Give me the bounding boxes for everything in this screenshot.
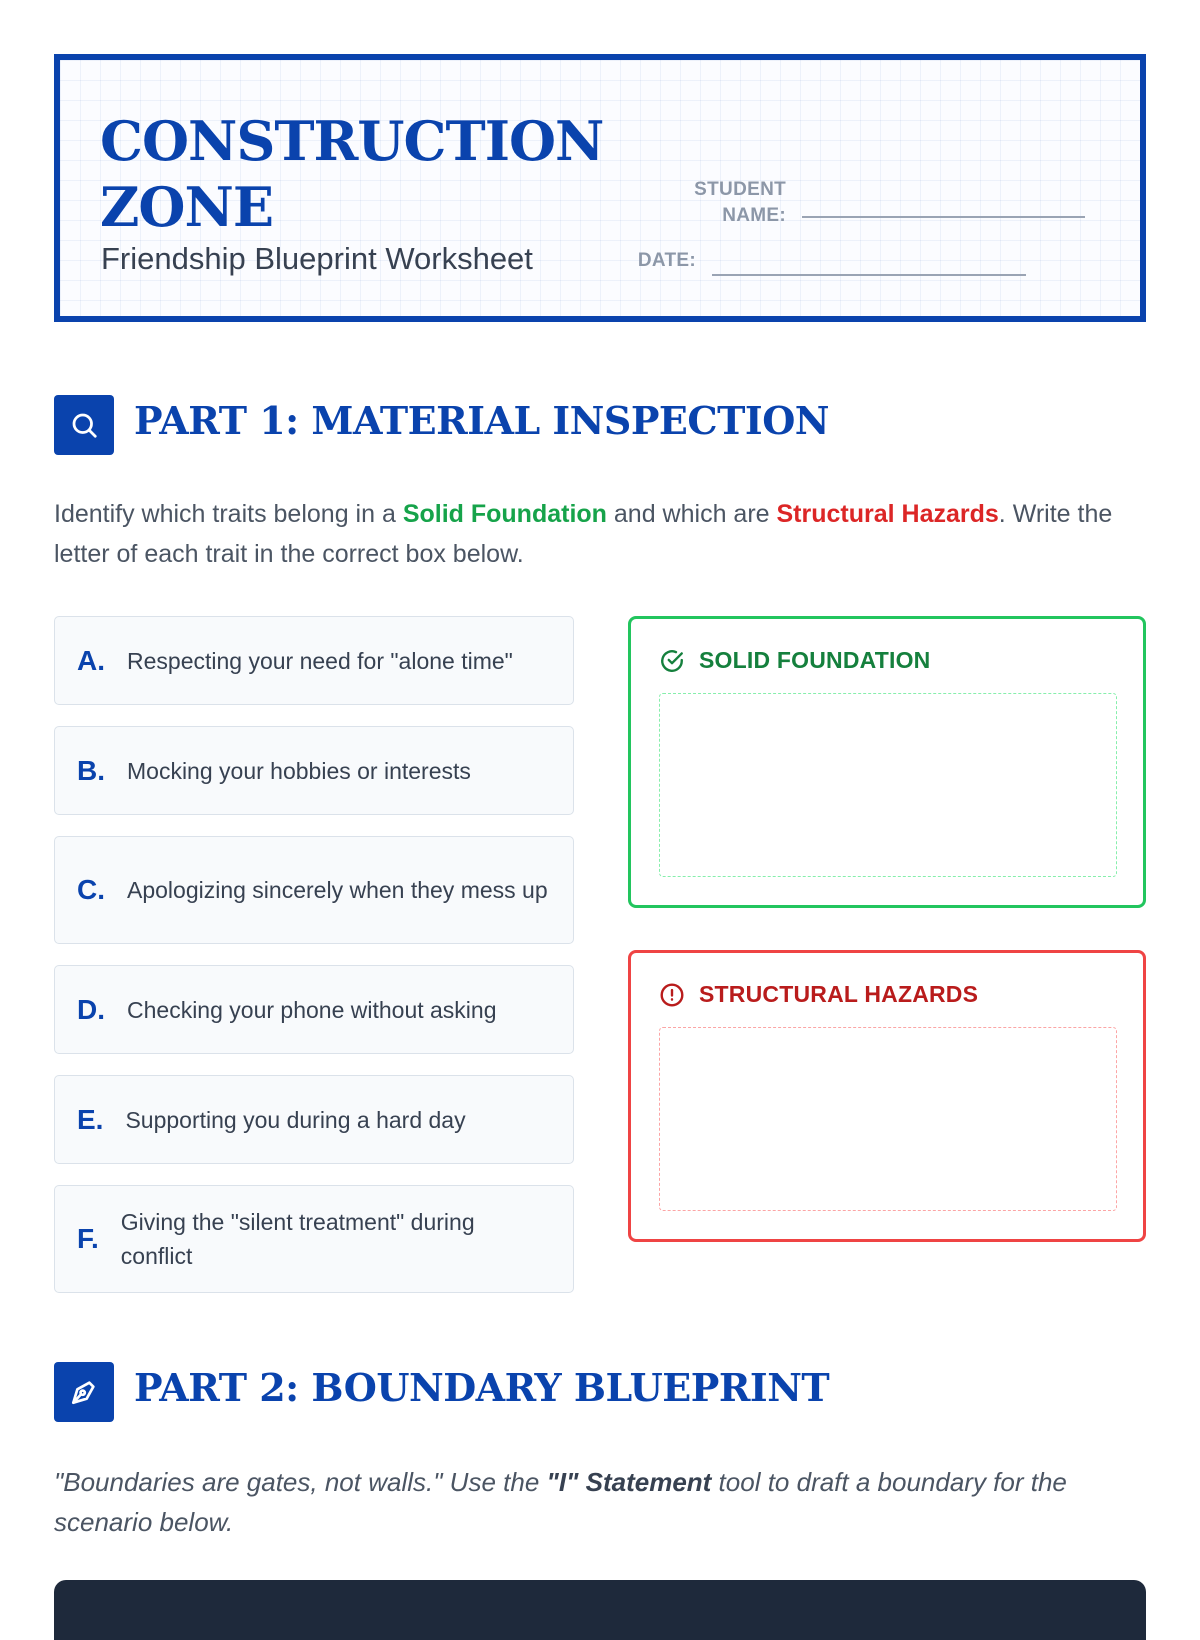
trait-letter: D.: [77, 993, 105, 1025]
structural-hazards-box: [628, 950, 1146, 1242]
trait-text: Supporting you during a hard day: [125, 1106, 466, 1133]
alert-circle-icon: [659, 982, 685, 1008]
part2-instructions: "Boundaries are gates, not walls." Use the "I" Statement tool to draft a boundary for the scenario below.: [54, 1467, 1067, 1537]
solid-foundation-box: [628, 616, 1146, 908]
trait-text: Mocking your hobbies or interests: [127, 757, 471, 784]
structural-hazards-heading: [659, 981, 978, 1008]
date-field[interactable]: [712, 274, 1026, 276]
trait-letter: B.: [77, 754, 105, 786]
solid-foundation-heading: [659, 647, 930, 674]
trait-card-d[interactable]: [54, 965, 574, 1054]
solid-foundation-term: Solid Foundation: [402, 500, 607, 528]
check-circle-icon: [659, 648, 685, 674]
trait-card-a[interactable]: [54, 616, 574, 705]
worksheet-title: CONSTRUCTION ZONE: [100, 109, 604, 239]
worksheet-subtitle: Friendship Blueprint Worksheet: [101, 241, 533, 276]
part1-instructions: Identify which traits belong in a Solid Foundation and which are Structural Hazards. Write the letter of each trait in the correct box below.: [54, 500, 1113, 568]
part1-title: PART 1: MATERIAL INSPECTION: [134, 398, 830, 443]
scenario-panel: [54, 1580, 1146, 1640]
pen-tool-icon: [54, 1362, 114, 1422]
solid-foundation-label: SOLID FOUNDATION: [699, 647, 931, 673]
structural-hazards-label: STRUCTURAL HAZARDS: [699, 981, 979, 1007]
part2-title: PART 2: BOUNDARY BLUEPRINT: [134, 1365, 830, 1410]
trait-card-f[interactable]: [54, 1185, 574, 1293]
worksheet-header: [54, 54, 1146, 322]
structural-hazards-answer-area[interactable]: [659, 1027, 1117, 1211]
trait-card-b[interactable]: [54, 726, 574, 815]
trait-card-e[interactable]: [54, 1075, 574, 1164]
search-icon: [54, 395, 114, 455]
date-label: DATE:: [637, 250, 696, 271]
trait-text: Respecting your need for "alone time": [127, 647, 513, 674]
trait-text: Giving the "silent treatment" during conflict: [120, 1209, 475, 1269]
structural-hazards-term: Structural Hazards: [776, 500, 999, 528]
trait-text: Checking your phone without asking: [127, 996, 497, 1023]
trait-text: Apologizing sincerely when they mess up: [127, 877, 548, 903]
trait-letter: F.: [77, 1223, 99, 1254]
trait-letter: A.: [77, 644, 105, 676]
solid-foundation-answer-area[interactable]: [659, 693, 1117, 877]
student-name-field[interactable]: [802, 216, 1085, 218]
trait-letter: C.: [77, 874, 105, 905]
trait-card-c[interactable]: [54, 836, 574, 944]
i-statement-term: "I" Statement: [546, 1467, 712, 1497]
trait-letter: E.: [77, 1103, 104, 1135]
student-name-label: STUDENT NAME:: [694, 179, 786, 226]
